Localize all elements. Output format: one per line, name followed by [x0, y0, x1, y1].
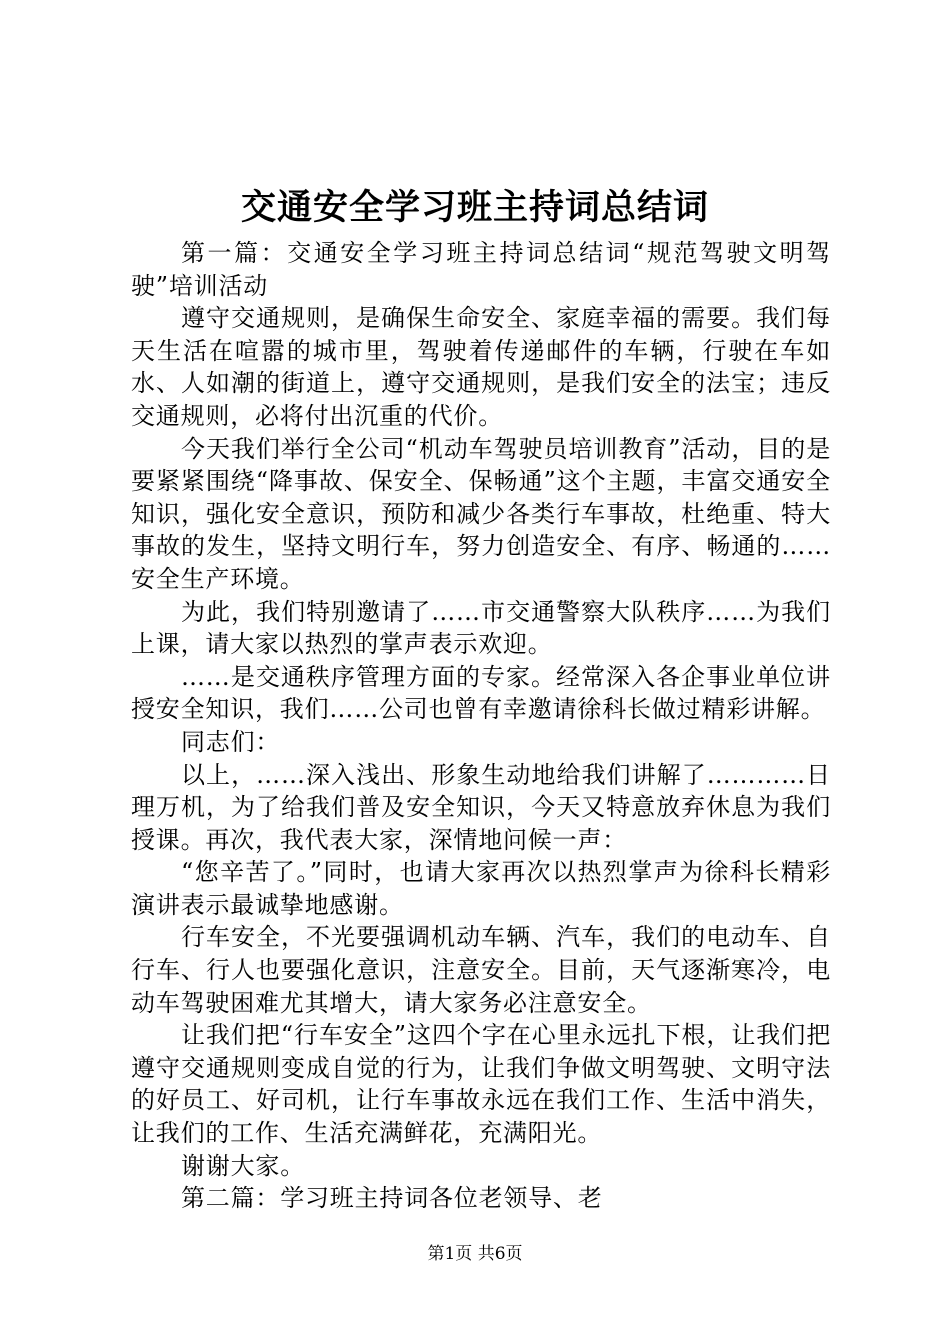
paragraph: 同志们：	[181, 727, 281, 756]
paragraph: 谢谢大家。	[181, 1151, 305, 1180]
paragraph: 遵守交通规则，是确保生命安全、家庭幸福的需要。我们每天生活在喧嚣的城市里，驾驶着传递邮件的车辆，行驶在车如水、人如潮的街道上，遵守交通规则，是我们安全的法宝；违反交通规则，必将付出沉重的代价。	[131, 304, 831, 430]
paragraph: 行车安全，不光要强调机动车辆、汽车，我们的电动车、自行车、行人也要强化意识，注意安全。目前，天气逐渐寒冷，电动车驾驶困难尤其增大，请大家务必注意安全。	[131, 923, 831, 1017]
paragraph: 第二篇：学习班主持词各位老领导、老	[181, 1184, 603, 1213]
paragraph: ……是交通秩序管理方面的专家。经常深入各企事业单位讲授安全知识，我们……公司也曾有幸邀请徐科长做过精彩讲解。	[131, 662, 831, 724]
paragraph: 为此，我们特别邀请了……市交通警察大队秩序……为我们上课，请大家以热烈的掌声表示欢迎。	[131, 597, 831, 659]
document-title: 交通安全学习班主持词总结词	[240, 187, 709, 228]
paragraph: 第一篇：交通安全学习班主持词总结词“规范驾驶文明驾驶”培训活动	[131, 239, 831, 300]
page-footer: 第1页 共6页	[427, 1244, 523, 1264]
document-body	[131, 237, 831, 1215]
paragraph: 让我们把“行车安全”这四个字在心里永远扎下根，让我们把遵守交通规则变成自觉的行为，让我们争做文明驾驶、文明守法的好员工、好司机，让行车事故永远在我们工作、生活中消失，让我们的工作、生活充满鲜花，充满阳光。	[131, 1021, 831, 1148]
paragraph: 今天我们举行全公司“机动车驾驶员培训教育”活动，目的是要紧紧围绕“降事故、保安全、保畅通”这个主题，丰富交通安全知识，强化安全意识，预防和减少各类行车事故，杜绝重、特大事故的发生，坚持文明行车，努力创造安全、有序、畅通的……安全生产环境。	[131, 434, 831, 593]
paragraph: 以上，……深入浅出、形象生动地给我们讲解了…………日理万机，为了给我们普及安全知识，今天又特意放弃休息为我们授课。再次，我代表大家，深情地问候一声：	[131, 760, 831, 854]
paragraph: “您辛苦了。”同时，也请大家再次以热烈掌声为徐科长精彩演讲表示最诚挚地感谢。	[131, 858, 831, 919]
